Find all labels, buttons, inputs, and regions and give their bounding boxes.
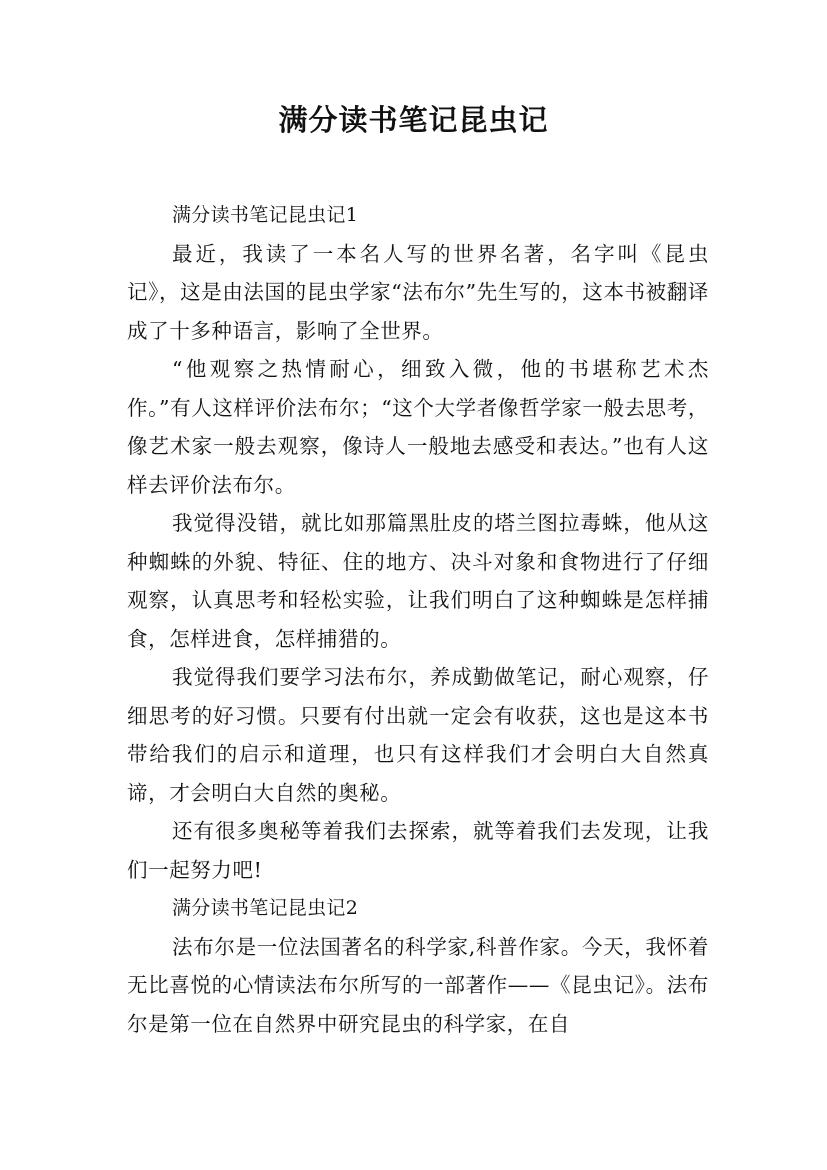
document-body: [127, 196, 709, 1043]
paragraph: 最近，我读了一本名人写的世界名著，名字叫《昆虫记》，这是由法国的昆虫学家“法布尔”先生写的，这本书被翻译成了十多种语言，影响了全世界。: [127, 241, 709, 343]
paragraph: 我觉得没错，就比如那篇黑肚皮的塔兰图拉毒蛛，他从这种蜘蛛的外貌、特征、住的地方、决斗对象和食物进行了仔细观察，认真思考和轻松实验，让我们明白了这种蜘蛛是怎样捕食，怎样进食，怎样捕猎的。: [127, 511, 709, 651]
paragraph: 我觉得我们要学习法布尔，养成勤做笔记，耐心观察，仔细思考的好习惯。只要有付出就一定会有收获，这也是这本书带给我们的启示和道理，也只有这样我们才会明白大自然真谛，才会明白大自然的奥秘。: [127, 665, 709, 805]
paragraph: 还有很多奥秘等着我们去探索，就等着我们去发现，让我们一起努力吧!: [127, 819, 709, 882]
paragraph: 法布尔是一位法国著名的科学家,科普作家。今天，我怀着无比喜悦的心情读法布尔所写的一部著作——《昆虫记》。法布尔是第一位在自然界中研究昆虫的科学家，在自: [127, 934, 709, 1036]
section-heading-1: 满分读书笔记昆虫记1: [172, 204, 359, 226]
document-title: 满分读书笔记昆虫记: [278, 103, 549, 137]
paragraph: “他观察之热情耐心，细致入微，他的书堪称艺术杰作。”有人这样评价法布尔；“这个大学者像哲学家一般去思考，像艺术家一般去观察，像诗人一般地去感受和表达。”也有人这样去评价法布尔。: [127, 357, 709, 497]
section-heading-2: 满分读书笔记昆虫记2: [172, 897, 359, 919]
